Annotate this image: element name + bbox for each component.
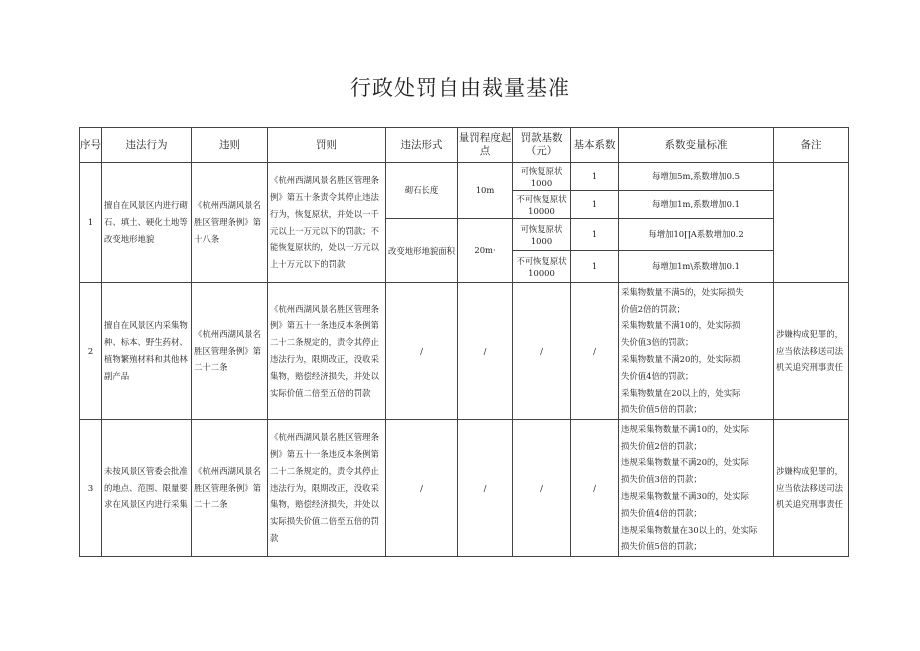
row-degree: 10m: [458, 163, 513, 219]
penalty-table: [79, 127, 849, 557]
row-form: /: [386, 283, 458, 420]
row-base: /: [513, 420, 571, 557]
row-base: 不可恢复原状10000: [513, 191, 571, 219]
table-row: [80, 283, 849, 420]
row-form: 砌石长度: [386, 163, 458, 219]
standard-line: 损失价值5倍的罚款；: [621, 404, 702, 415]
row-base: 可恢复原状1000: [513, 163, 571, 191]
header-degree: 量罚程度起点: [458, 128, 513, 163]
row-seq: 3: [80, 420, 102, 557]
header-base: 罚款基数（元）: [513, 128, 571, 163]
row-act: 擅自在风景区内采集物种、标本、野生药材、植物繁殖材料和其他林副产品: [102, 283, 192, 420]
row-remark: 涉嫌构成犯罪的，应当依法移送司法机关追究刑事责任: [774, 420, 849, 557]
row-degree: 20m·: [458, 219, 513, 283]
header-act: 违法行为: [102, 128, 192, 163]
row-degree: /: [458, 283, 513, 420]
standard-line: 采集物数量不满20的，处实际损: [621, 354, 741, 364]
row-form: 改变地形地貌面积: [386, 219, 458, 283]
table-row: [80, 420, 849, 557]
standard-line: 采集物数量不满10的，处实际损: [621, 320, 741, 331]
standard-line: 损失价值2倍的罚款；: [621, 440, 702, 451]
standard-line: 采集物数量在20以上的，处实际: [621, 387, 741, 398]
row-coef: 1: [571, 191, 619, 219]
standard-line: 价值2倍的罚款；: [621, 303, 685, 314]
row-base: 可恢复原状1000: [513, 219, 571, 251]
row-coef: 1: [571, 251, 619, 283]
row-penalty: 《杭州西湖风景名胜区管理条例》第五十条责令其停止违法行为，恢复原状，并处以一千元以上一万元以下的罚款；不能恢复原状的，处以一万元以上十万元以下的罚款: [268, 163, 386, 283]
row-basis: 《杭州西湖风景名胜区管理条例》第二十二条: [192, 420, 268, 557]
standard-line: 损失价值5倍的罚款；: [621, 541, 702, 552]
row-act: 未按风景区管委会批准的地点、范围、限量要求在风景区内进行采集: [102, 420, 192, 557]
document-title: 行政处罚自由裁量基准: [350, 76, 570, 100]
row-coef: 1: [571, 163, 619, 191]
row-penalty: 《杭州西湖风景名胜区管理条例》第五十一条违反本条例第二十二条规定的，责令其停止违法行为，限期改正，没收采集物，赔偿经济损失，并处以实际价值二倍至五倍的罚款: [268, 283, 386, 420]
header-standard: 系数变量标准: [619, 128, 774, 163]
row-seq: 2: [80, 283, 102, 420]
row-coef: /: [571, 420, 619, 557]
standard-line: 违规采集物数量不满20的，处实际: [621, 457, 749, 468]
row-standard: 每增加1m,系数增加0.1: [619, 191, 774, 219]
standard-line: 失价值4倍的罚款；: [621, 370, 694, 381]
standard-line: 失价值3倍的罚款；: [621, 337, 694, 348]
row-act: 擅自在风景区内进行砌石、填土、硬化土地等改变地形地貌: [102, 163, 192, 283]
row-penalty: 《杭州西湖风景名胜区管理条例》第五十一条违反本条例第二十二条规定的，责令其停止违法行为，限期改正，没收采集物，赔偿经济损失，并处以实际损失价值二倍至五倍的罚款: [268, 420, 386, 557]
standard-line: 采集物数量不满5的，处实际损失: [621, 286, 744, 297]
header-row: [80, 128, 849, 163]
row-basis: 《杭州西湖风景名胜区管理条例》第二十二条: [192, 283, 268, 420]
row-base: 不可恢复原状10000: [513, 251, 571, 283]
row-seq: 1: [80, 163, 102, 283]
header-coef: 基本系数: [571, 128, 619, 163]
standard-line: 损失价值3倍的罚款；: [621, 474, 702, 485]
header-remark: 备注: [774, 128, 849, 163]
standard-line: 违规采集物数量不满10的，处实际: [621, 423, 749, 434]
row-standard: 每增加1m\系数增加0.1: [619, 251, 774, 283]
table-row: [80, 163, 849, 191]
row-standard: [619, 420, 774, 557]
row-standard: 每增加5m,系数增加0.5: [619, 163, 774, 191]
row-form: /: [386, 420, 458, 557]
row-degree: /: [458, 420, 513, 557]
row-base: /: [513, 283, 571, 420]
header-basis: 违则: [192, 128, 268, 163]
row-remark: 涉嫌构成犯罪的，应当依法移送司法机关追究刑事责任: [774, 283, 849, 420]
standard-line: 违规采集物数量不满30的，处实际: [621, 491, 749, 501]
header-penalty: 罚则: [268, 128, 386, 163]
header-seq: 序号: [80, 128, 102, 163]
row-coef: /: [571, 283, 619, 420]
row-remark: [774, 163, 849, 283]
row-standard: 每增加10∏A系数增加0.2: [619, 219, 774, 251]
row-basis: 《杭州西湖风景名胜区管理条例》第十八条: [192, 163, 268, 283]
row-coef: 1: [571, 219, 619, 251]
standard-line: 损失价值4倍的罚款；: [621, 507, 702, 518]
standard-line: 违规采集物数量在30以上的，处实际: [621, 524, 758, 535]
row-standard: [619, 283, 774, 420]
header-form: 违法形式: [386, 128, 458, 163]
